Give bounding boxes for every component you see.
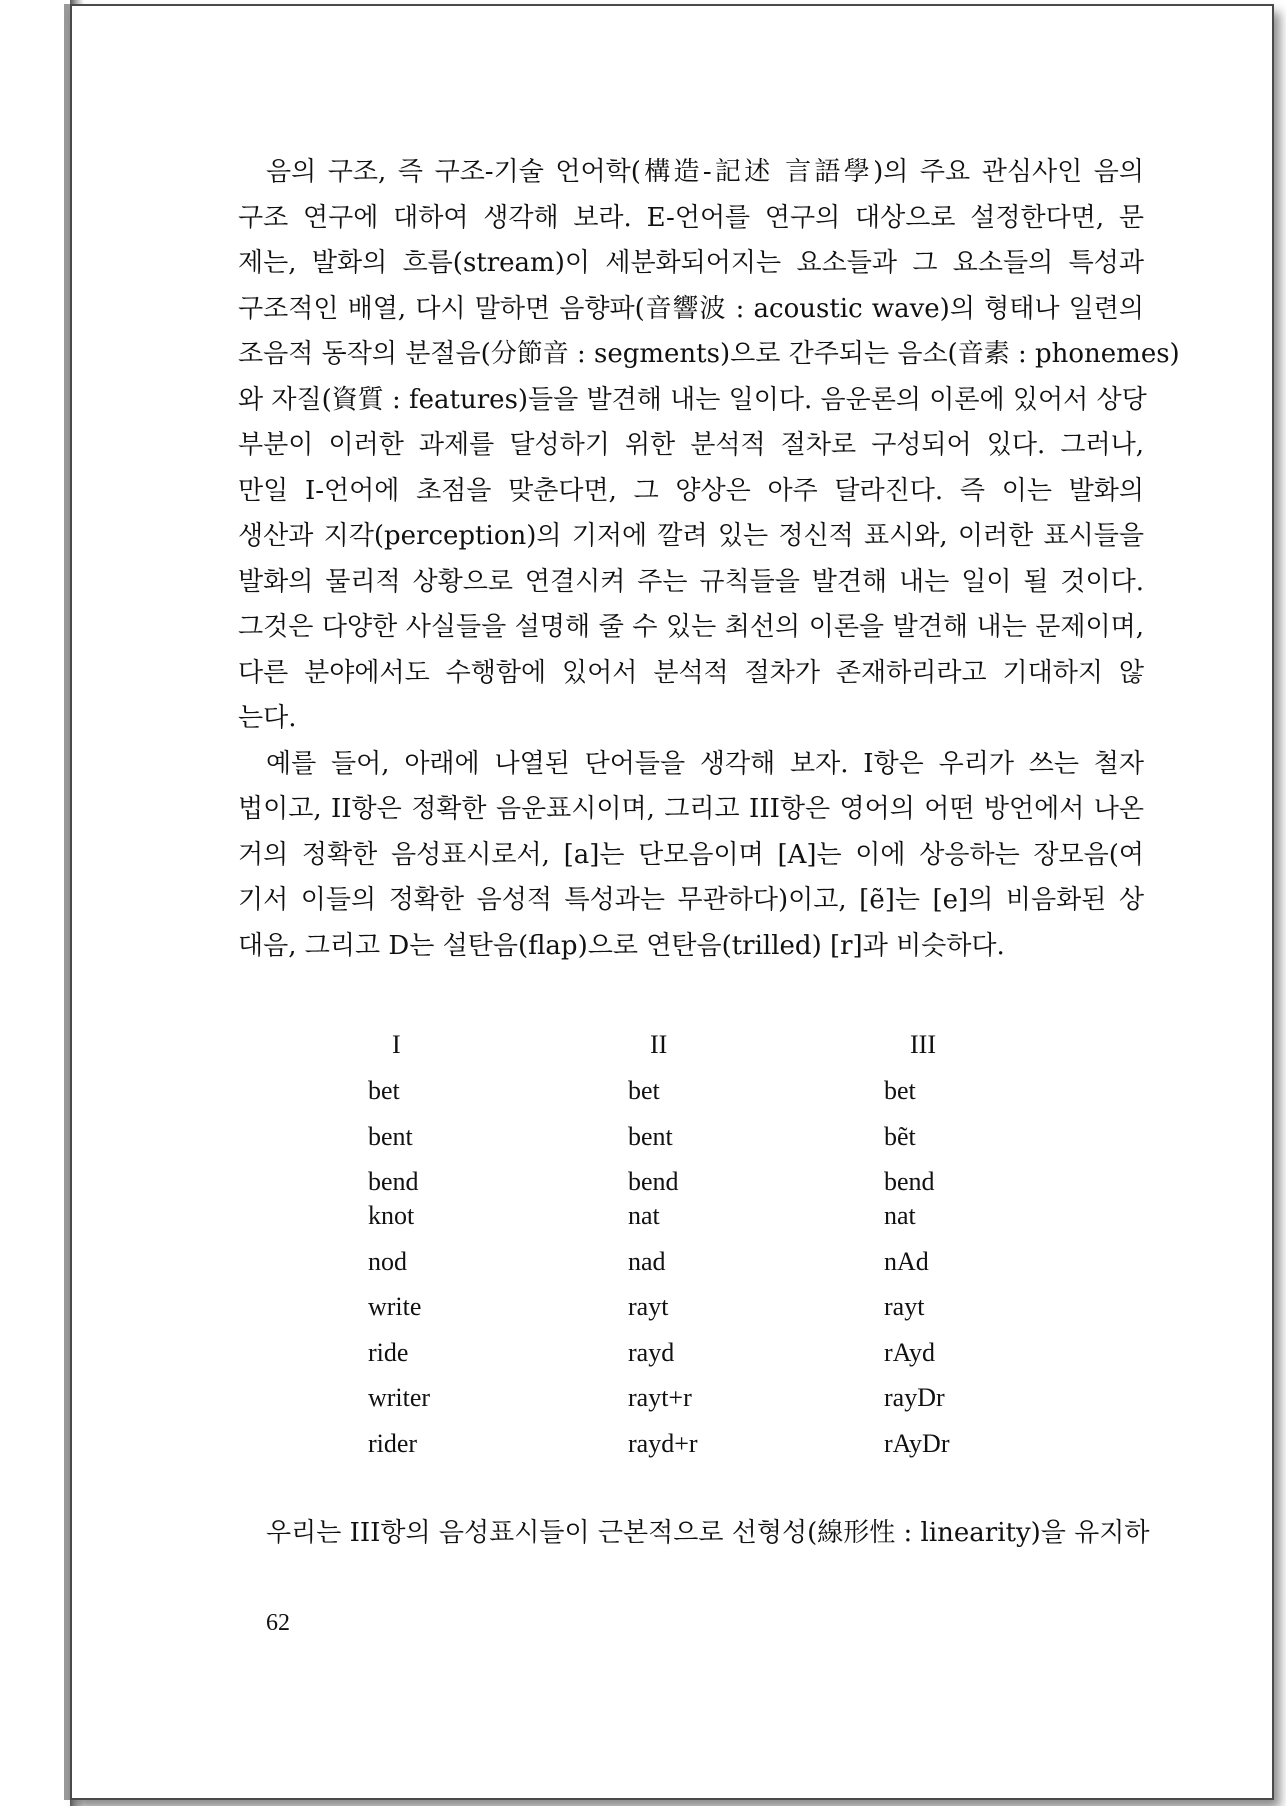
phonetic-cell: bẽt: [884, 1121, 916, 1151]
text-line: 기서 이들의 정확한 음성적 특성과는 무관하다)이고, [ẽ]는 [e]의 비음화된 상: [238, 885, 1144, 915]
spelling-cell: writer: [368, 1383, 431, 1412]
paragraph-2: [238, 742, 1144, 970]
spelling-cell: bent: [368, 1121, 413, 1151]
text-line: 거의 정확한 음성표시로서, [a]는 단모음이며 [A]는 이에 상응하는 장모음(여: [238, 839, 1144, 870]
text-line: 음의 구조, 즉 구조-기술 언어학(構造-記述 言語學)의 주요 관심사인 음의: [266, 157, 1144, 187]
text-line: 는다.: [238, 703, 297, 733]
phonological-cell: bet: [628, 1076, 660, 1105]
table-row: [368, 1247, 988, 1293]
phonological-cell: nat: [628, 1201, 660, 1230]
phonetic-cell: nat: [884, 1201, 916, 1230]
spelling-cell: nod: [368, 1246, 407, 1276]
table-row: [368, 1076, 988, 1122]
phonetic-cell: rayt: [884, 1292, 925, 1321]
text-line: 조음적 동작의 분절음(分節音 : segments)으로 간주되는 음소(音素 : phonemes): [238, 339, 1180, 369]
continuation-line: 우리는 III항의 음성표시들이 근본적으로 선형성(線形性 : linearity)을 유지하: [266, 1518, 1150, 1548]
text-line: 대음, 그리고 D는 설탄음(flap)으로 연탄음(trilled) [r]과 비슷하다.: [238, 930, 1005, 961]
text-line: 제는, 발화의 흐름(stream)이 세분화되어지는 요소들과 그 요소들의 특성과: [238, 248, 1144, 278]
phonetic-cell: rAyd: [884, 1337, 936, 1367]
text-line: 생산과 지각(perception)의 기저에 깔려 있는 정신적 표시와, 이러한 표시들을: [238, 521, 1144, 551]
text-line: 법이고, II항은 정확한 음운표시이며, 그리고 III항은 영어의 어떤 방언에서 나온: [238, 794, 1144, 824]
spelling-cell: ride: [368, 1337, 409, 1367]
paragraph-1: [238, 150, 1180, 742]
phonetic-cell: bend: [884, 1167, 935, 1196]
text-line: 만일 I-언어에 초점을 맞춘다면, 그 양상은 아주 달라진다. 즉 이는 발화의: [238, 475, 1144, 506]
spelling-cell: write: [368, 1292, 422, 1321]
text-line: 그것은 다양한 사실들을 설명해 줄 수 있는 최선의 이론을 발견해 내는 문제이며,: [238, 612, 1144, 642]
body-text: [238, 150, 1180, 969]
phonetic-cell: rayDr: [884, 1383, 945, 1412]
table-header: [368, 1030, 988, 1076]
column-header-iii: III: [910, 1030, 936, 1059]
page-number: 62: [266, 1610, 290, 1636]
text-line: 와 자질(資質 : features)들을 발견해 내는 일이다. 음운론의 이론에 있어서 상당: [238, 384, 1147, 415]
phonetic-cell: rAyDr: [884, 1428, 950, 1458]
table-row: [368, 1338, 988, 1384]
table-row: [368, 1429, 988, 1475]
text-line: 다른 분야에서도 수행함에 있어서 분석적 절차가 존재하리라고 기대하지 않: [238, 657, 1144, 688]
spelling-cell: knot: [368, 1201, 415, 1230]
column-header-i: I: [392, 1030, 401, 1059]
table-row: [368, 1167, 988, 1201]
text-line: 부분이 이러한 과제를 달성하기 위한 분석적 절차로 구성되어 있다. 그러나,: [238, 430, 1144, 460]
phonological-cell: bent: [628, 1121, 673, 1151]
word-table: [368, 1030, 988, 1474]
table-row: [368, 1383, 988, 1429]
phonetic-cell: bet: [884, 1076, 916, 1105]
text-line: 발화의 물리적 상황으로 연결시켜 주는 규칙들을 발견해 내는 일이 될 것이다.: [238, 566, 1144, 597]
column-header-ii: II: [650, 1030, 668, 1059]
phonological-cell: rayt+r: [628, 1383, 692, 1412]
spelling-cell: bet: [368, 1076, 400, 1105]
spelling-cell: rider: [368, 1428, 418, 1458]
phonological-cell: rayt: [628, 1292, 669, 1321]
table-row: [368, 1201, 988, 1247]
table-row: [368, 1292, 988, 1338]
text-line: 구조적인 배열, 다시 말하면 음향파(音響波 : acoustic wave)의 형태나 일련의: [238, 293, 1144, 324]
text-line: 예를 들어, 아래에 나열된 단어들을 생각해 보자. I항은 우리가 쓰는 철자: [266, 748, 1144, 779]
table-row: [368, 1122, 988, 1168]
phonological-cell: rayd: [628, 1337, 675, 1367]
phonological-cell: nad: [628, 1246, 666, 1276]
spelling-cell: bend: [368, 1167, 419, 1196]
phonological-cell: rayd+r: [628, 1428, 698, 1458]
phonetic-cell: nAd: [884, 1246, 929, 1276]
text-line: 구조 연구에 대하여 생각해 보라. E-언어를 연구의 대상으로 설정한다면, 문: [238, 202, 1144, 233]
phonological-cell: bend: [628, 1167, 679, 1196]
